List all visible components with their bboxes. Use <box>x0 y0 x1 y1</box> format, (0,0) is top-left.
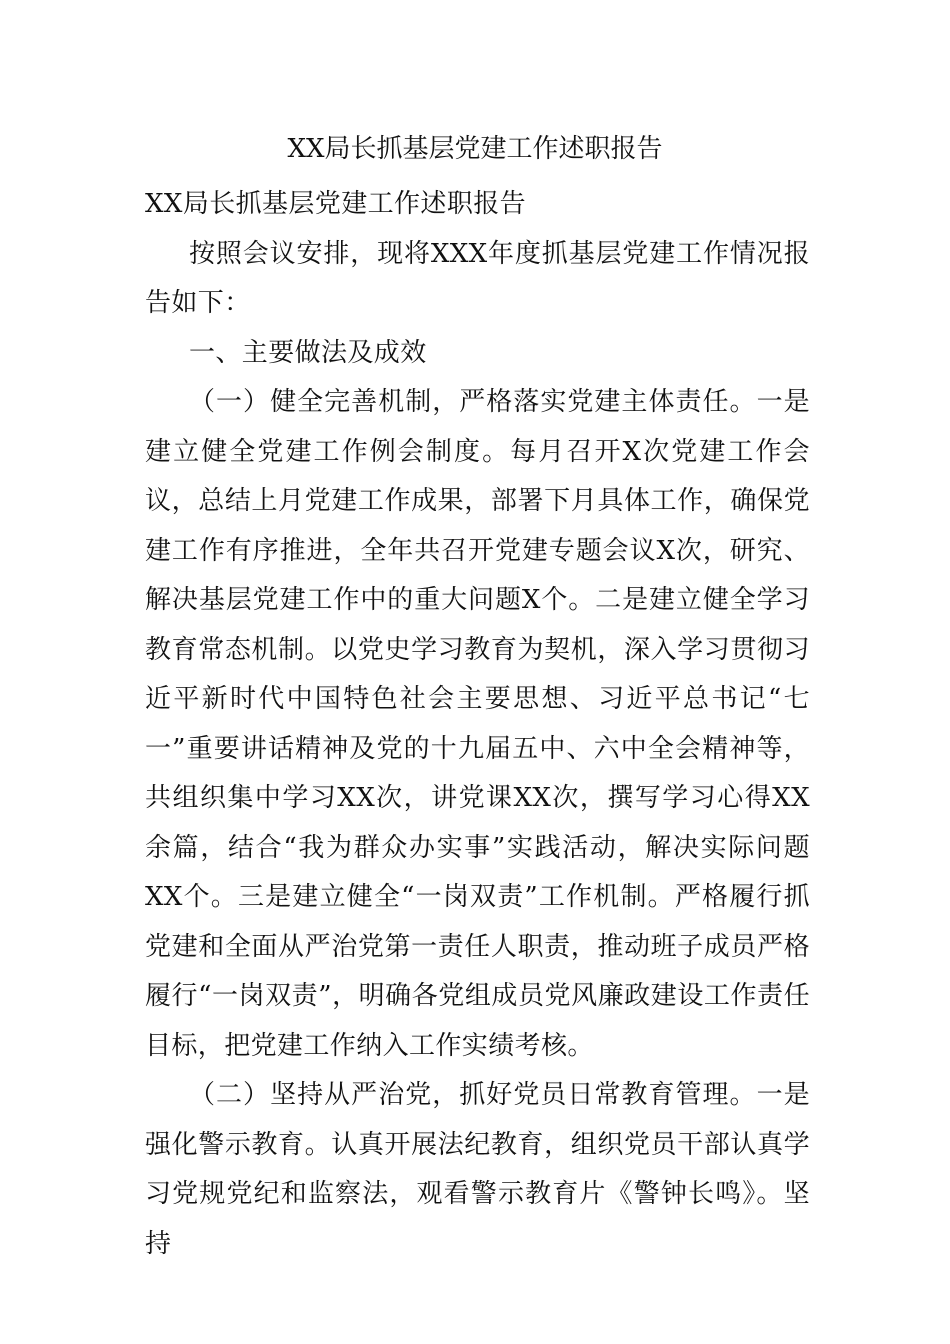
document-title: XX局长抓基层党建工作述职报告 <box>287 134 663 164</box>
subtitle-paragraph: XX局长抓基层党建工作述职报告 <box>145 189 527 219</box>
body-paragraph: （一）健全完善机制，严格落实党建主体责任。一是建立健全党建工作例会制度。每月召开X次党建工作会议，总结上月党建工作成果，部署下月具体工作，确保党建工作有序推进，全年共召开党建专题会议X次，研究、解决基层党建工作中的重大问题X个。二是建立健全学习教育常态机制。以党史学习教育为契机，深入学习贯彻习近平新时代中国特色社会主要思想、习近平总书记“七一”重要讲话精神及党的十九届五中、六中全会精神等，共组织集中学习XX次，讲党课XX次，撰写学习心得XX余篇，结合“我为群众办实事”实践活动，解决实际问题XX个。三是建立健全“一岗双责”工作机制。严格履行抓党建和全面从严治党第一责任人职责，推动班子成员严格履行“一岗双责”，明确各党组成员党风廉政建设工作责任目标，把党建工作纳入工作实绩考核。 <box>145 387 810 1061</box>
body-paragraph: （二）坚持从严治党，抓好党员日常教育管理。一是强化警示教育。认真开展法纪教育，组织党员干部认真学习党规党纪和监察法，观看警示教育片《警钟长鸣》。坚持 <box>145 1080 810 1259</box>
section-heading: 一、主要做法及成效 <box>189 337 427 368</box>
document-body <box>145 180 810 1269</box>
intro-paragraph: 按照会议安排，现将XXX年度抓基层党建工作情况报告如下： <box>145 238 810 318</box>
